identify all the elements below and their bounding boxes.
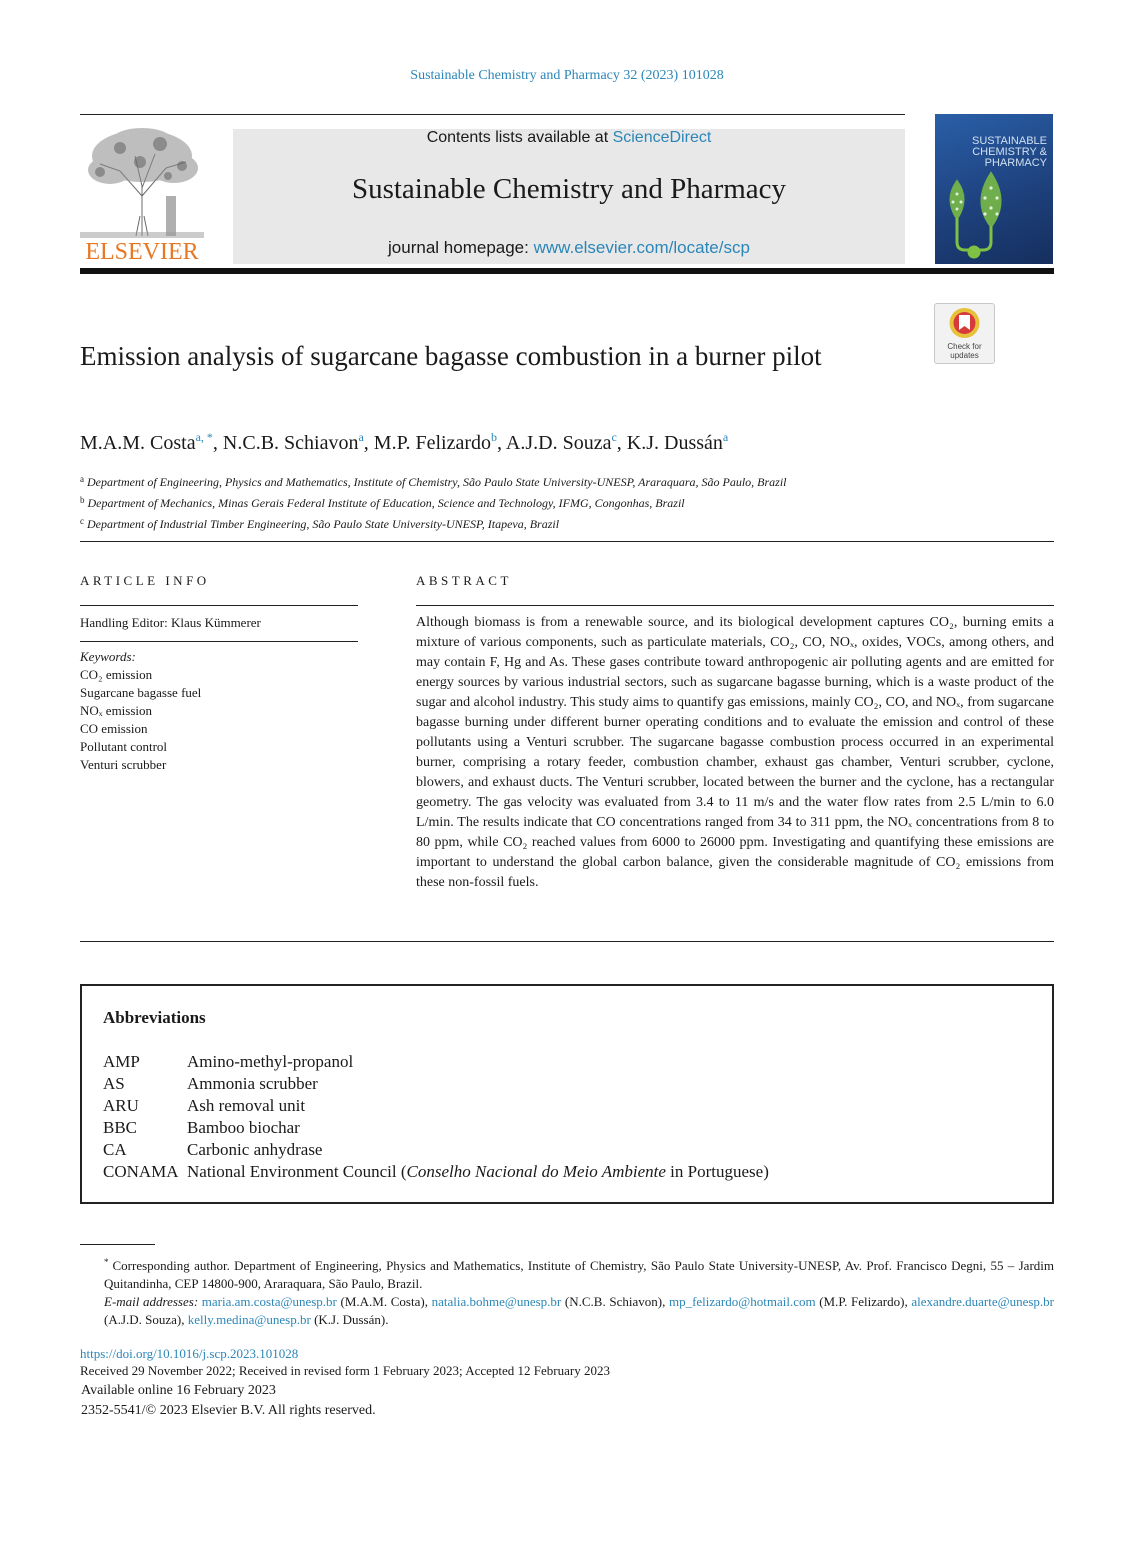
email-link[interactable]: kelly.medina@unesp.br (187, 1312, 311, 1327)
email-link[interactable]: mp_felizardo@hotmail.com (668, 1294, 816, 1309)
affiliation-list (80, 470, 1054, 533)
abbreviation-row (103, 1095, 769, 1117)
abbreviation-term: CONAMA (103, 1162, 179, 1181)
affiliation-item (80, 491, 1054, 512)
abbreviation-term: ARU (103, 1096, 139, 1115)
homepage-link[interactable]: www.elsevier.com/locate/scp (533, 238, 750, 257)
copyright: 2352-5541/© 2023 Elsevier B.V. All rights reserved. (81, 1403, 376, 1418)
author-list (80, 430, 1054, 455)
cover-title-line: SUSTAINABLE (972, 135, 1047, 147)
affiliation-text: Department of Industrial Timber Engineering, São Paulo State University-UNESP, Itapeva, Brazil (87, 517, 560, 531)
footnote-rule (80, 1244, 155, 1245)
journal-name: Sustainable Chemistry and Pharmacy (351, 173, 787, 205)
affiliation-text: Department of Mechanics, Minas Gerais Federal Institute of Education, Science and Technology, IFMG, Congonhas, Brazil (87, 496, 685, 510)
abbreviation-definition: Carbonic anhydrase (187, 1140, 323, 1159)
affiliation-mark: a (80, 474, 84, 484)
keyword-item: Pollutant control (80, 739, 168, 754)
keyword-item: NOₓ emission (80, 703, 153, 718)
author-separator: , (212, 432, 223, 454)
received-dates: Received 29 November 2022; Received in revised form 1 February 2023; Accepted 12 February 2023 (80, 1363, 610, 1378)
abbreviation-row (103, 1139, 769, 1161)
email-link[interactable]: alexandre.duarte@unesp.br (911, 1294, 1054, 1309)
author-name[interactable]: M.A.M. Costa (80, 432, 196, 454)
abbreviation-row (103, 1051, 769, 1073)
cover-leaf-icon (935, 114, 1053, 264)
handling-editor: Handling Editor: Klaus Kümmerer (80, 615, 261, 630)
abbreviation-row (103, 1161, 769, 1183)
author-affiliation-sup[interactable]: b (491, 430, 498, 444)
article-title: Emission analysis of sugarcane bagasse combustion in a burner pilot (80, 341, 822, 371)
contents-prefix: Contents lists available at (426, 129, 613, 146)
keyword-item: Sugarcane bagasse fuel (80, 685, 202, 700)
cover-title-line: CHEMISTRY & (972, 146, 1047, 158)
journal-cover[interactable] (935, 114, 1053, 264)
author-affiliation-sup[interactable]: a (358, 430, 364, 444)
email-owner: (N.C.B. Schiavon) (564, 1294, 663, 1309)
abbreviation-definition: Ash removal unit (187, 1096, 306, 1115)
homepage-prefix: journal homepage: (388, 238, 534, 257)
cover-title-line: PHARMACY (984, 157, 1047, 169)
journal-masthead (233, 129, 905, 264)
author-affiliation-sup[interactable]: a, * (195, 430, 213, 444)
email-separator: , (181, 1312, 188, 1327)
elsevier-tree-icon (80, 126, 204, 238)
definition-text: National Environment Council ( (187, 1162, 407, 1181)
email-label: E-mail addresses: (104, 1294, 199, 1309)
sciencedirect-link[interactable]: ScienceDirect (612, 129, 712, 146)
affiliation-item (80, 470, 1054, 491)
email-owner: (A.J.D. Souza) (104, 1312, 182, 1327)
affiliation-mark: c (80, 516, 84, 526)
contents-line (233, 129, 905, 147)
keywords-label: Keywords: (80, 649, 136, 664)
author-name[interactable]: N.C.B. Schiavon (222, 432, 359, 454)
author-name[interactable]: M.P. Felizardo (373, 432, 492, 454)
crossmark-icon (935, 304, 994, 344)
footnote-star: * (104, 1257, 109, 1267)
affiliation-item (80, 512, 1054, 533)
abbreviation-definition: Bamboo biochar (187, 1118, 300, 1137)
abbreviation-term: AMP (103, 1052, 140, 1071)
corresponding-text: Corresponding author. Department of Engineering, Physics and Mathematics, Institute of Chemistry, São Paulo State University-UNESP, Av. Prof. Francisco Degni, 55 – Jardim Quitandinha, CEP 14800-900, Araraquara, São Paulo, Brazil. (104, 1258, 1054, 1291)
email-addresses (80, 1293, 1054, 1329)
check-for-updates-button[interactable] (934, 303, 995, 364)
abbreviation-definition (187, 1161, 769, 1183)
elsevier-wordmark: ELSEVIER (85, 239, 199, 265)
corresponding-author-note (80, 1253, 1054, 1293)
email-separator: , (662, 1294, 669, 1309)
doi-link[interactable]: https://doi.org/10.1016/j.scp.2023.101028 (80, 1346, 299, 1361)
author-affiliation-sup[interactable]: c (611, 430, 617, 444)
abbreviation-term: CA (103, 1140, 127, 1159)
footnote (80, 1253, 1054, 1329)
available-online: Available online 16 February 2023 (81, 1383, 276, 1398)
crossmark-label: Check for updates (947, 342, 982, 360)
abstract-rule (416, 605, 1054, 606)
affiliation-mark: b (80, 495, 85, 505)
email-owner: (M.P. Felizardo) (819, 1294, 905, 1309)
header-thick-rule (80, 268, 1054, 274)
abbreviation-definition: Ammonia scrubber (187, 1074, 318, 1093)
abbreviation-term: AS (103, 1074, 125, 1093)
definition-italic: Conselho Nacional do Meio Ambiente (406, 1162, 666, 1181)
abbreviations-table (103, 1051, 769, 1183)
author-name[interactable]: A.J.D. Souza (505, 432, 612, 454)
author-separator: , (363, 432, 374, 454)
keyword-item: CO emission (80, 721, 148, 736)
homepage-line (233, 238, 905, 258)
article-info-rule (80, 605, 358, 606)
affiliation-text: Department of Engineering, Physics and Mathematics, Institute of Chemistry, São Paulo State University-UNESP, Araraquara, São Paulo, Brazil (87, 475, 787, 489)
email-owner: (K.J. Dussán) (314, 1312, 386, 1327)
journal-citation[interactable]: Sustainable Chemistry and Pharmacy 32 (2023) 101028 (410, 68, 724, 83)
abbreviations-box (80, 984, 1054, 1204)
abbreviation-row (103, 1073, 769, 1095)
keyword-item: CO₂ emission (80, 667, 153, 682)
abbreviation-term: BBC (103, 1118, 138, 1137)
abstract-text: Although biomass is from a renewable source, and its biological development captures CO₂, burning emits a mixture of various components, such as particulate materials, CO₂, CO, NOₓ, oxides, VOCs, among others, and may contain F, Hg and As. These gases contribute toward anthropogenic air polluting agents and are emitted for energy sources by various industrial sectors, such as sugarcane bagasse burning, which is a waste product of the sugar and alcohol industry. This study aims to quantify gas emissions, mainly CO₂, CO, and NOₓ, from sugarcane bagasse burning under different burner operating conditions and to evaluate the emission and control of these pollutants using a Venturi scrubber. The sugarcane bagasse combustion process occurred in an experimental burner, comprising a rotary feeder, combustion chamber, exhaust gas chamber, Venturi scrubber, cyclone, blowers, and exhaust ducts. The Venturi scrubber, located between the burner and the cyclone, has a rectangular geometry. The gas velocity was evaluated from 3.4 to 11 m/s and the water flow rates from 2.5 L/min to 6.0 L/min. The results indicate that CO concentrations ranged from 34 to 311 ppm, the NOₓ concentrations from 8 to 80 ppm, while CO₂ reached values from 6000 to 26000 ppm. Investigating and quantifying these emissions are important to understand the global carbon balance, given the considerable magnitude of CO₂ emissions from these non-fossil fuels. (416, 615, 1054, 890)
section-rule (80, 541, 1054, 542)
article-info-heading: ARTICLE INFO (80, 573, 210, 588)
author-separator: , (616, 432, 627, 454)
section-rule (80, 941, 1054, 942)
abbreviation-definition: Amino-methyl-propanol (187, 1052, 354, 1071)
email-link[interactable]: natalia.bohme@unesp.br (431, 1294, 562, 1309)
keyword-item: Venturi scrubber (80, 757, 167, 772)
abbreviations-title: Abbreviations (103, 1008, 206, 1027)
email-separator: , (424, 1294, 432, 1309)
definition-text: in Portuguese) (665, 1162, 769, 1181)
email-link[interactable]: maria.am.costa@unesp.br (201, 1294, 337, 1309)
author-name[interactable]: K.J. Dussán (626, 432, 723, 454)
author-affiliation-sup[interactable]: a (722, 430, 729, 444)
keyword-list (80, 648, 358, 774)
top-rule (80, 114, 905, 115)
email-owner: (M.A.M. Costa) (340, 1294, 425, 1309)
elsevier-logo[interactable] (80, 126, 204, 266)
author-separator: , (497, 432, 506, 454)
email-separator: , (904, 1294, 912, 1309)
abbreviation-row (103, 1117, 769, 1139)
abstract-heading: ABSTRACT (416, 573, 512, 588)
article-info-rule (80, 641, 358, 642)
email-separator: . (385, 1312, 389, 1327)
